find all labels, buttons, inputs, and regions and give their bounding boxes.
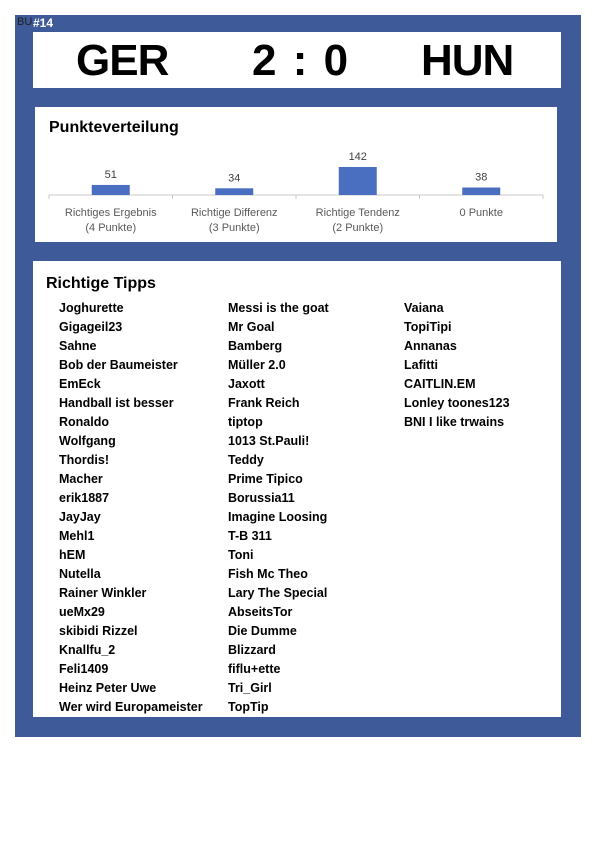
tip-name: Rainer Winkler <box>59 586 147 600</box>
tip-name: Wer wird Europameister <box>59 700 203 714</box>
tip-name: Thordis! <box>59 453 109 467</box>
away-team: HUN <box>421 36 514 85</box>
category-label: Richtiges Ergebnis <box>64 207 157 219</box>
tip-name: BNI I like trwains <box>404 415 505 429</box>
tip-name: Bamberg <box>228 339 283 353</box>
tip-name: Wolfgang <box>59 434 116 448</box>
tip-name: ueMx29 <box>59 605 105 619</box>
tip-name: Lonley toones123 <box>404 396 510 410</box>
tip-name: TopiTipi <box>404 320 452 334</box>
tip-name: Mehl1 <box>59 529 95 543</box>
category-label: Richtige Differenz <box>190 207 278 219</box>
chart-title: Punkteverteilung <box>49 119 179 136</box>
tip-name: Teddy <box>228 453 264 467</box>
tip-name: CAITLIN.EM <box>404 377 476 391</box>
points-chart-panel <box>35 107 557 242</box>
category-label: Richtige Tendenz <box>315 207 400 219</box>
tip-name: Knallfu_2 <box>59 643 116 657</box>
tip-name: hEM <box>59 548 86 562</box>
tip-name: Mr Goal <box>228 320 275 334</box>
tips-column-3 <box>404 299 554 432</box>
tip-name: Vaiana <box>404 301 444 315</box>
chart-bar <box>339 167 377 195</box>
tip-name: Prime Tipico <box>228 472 303 486</box>
data-label: 142 <box>348 151 367 163</box>
tip-name: 1013 St.Pauli! <box>228 434 310 448</box>
tips-column-2 <box>228 299 388 717</box>
tip-name: Macher <box>59 472 103 486</box>
match-id: #14 <box>33 16 54 30</box>
data-label: 51 <box>104 168 117 181</box>
tip-name: Toni <box>228 548 254 562</box>
tip-name: Die Dumme <box>228 624 297 638</box>
chart-bar <box>92 185 130 195</box>
tip-name: Heinz Peter Uwe <box>59 681 157 695</box>
tip-name: Sahne <box>59 339 97 353</box>
home-team: GER <box>76 36 169 85</box>
tip-name: fiflu+ette <box>228 662 281 676</box>
tip-name: AbseitsTor <box>228 605 293 619</box>
tip-name: Ronaldo <box>59 415 109 429</box>
correct-tips-panel <box>33 261 561 717</box>
tip-name: Müller 2.0 <box>228 358 286 372</box>
data-label: 38 <box>475 171 488 184</box>
tip-name: Lafitti <box>404 358 439 372</box>
score: 2 : 0 <box>252 36 351 85</box>
tip-name: Frank Reich <box>228 396 300 410</box>
points-chart <box>35 107 557 242</box>
tip-name: Feli1409 <box>59 662 109 676</box>
tips-title: Richtige Tipps <box>46 275 156 292</box>
tip-name: Joghurette <box>59 301 124 315</box>
tip-name: Fish Mc Theo <box>228 567 308 581</box>
tip-name: erik1887 <box>59 491 110 505</box>
category-label: (2 Punkte) <box>332 222 384 234</box>
tips-column-1 <box>59 299 209 717</box>
category-label: (3 Punkte) <box>208 222 260 234</box>
category-label: (4 Punkte) <box>85 222 137 234</box>
tip-name: Imagine Loosing <box>228 510 328 524</box>
category-label: 0 Punkte <box>459 207 503 219</box>
tip-name: skibidi Rizzel <box>59 624 138 638</box>
tip-name: Nutella <box>59 567 101 581</box>
tip-name: Handball ist besser <box>59 396 174 410</box>
tip-name: Jaxott <box>228 377 265 391</box>
tip-name: Blizzard <box>228 643 276 657</box>
corner-label: BU <box>17 16 33 28</box>
tip-name: JayJay <box>59 510 101 524</box>
tip-name: Lary The Special <box>228 586 328 600</box>
tip-name: Borussia11 <box>228 491 295 505</box>
tip-name: tiptop <box>228 415 263 429</box>
chart-bar <box>215 188 253 195</box>
scoreboard <box>33 32 561 88</box>
tip-name: Bob der Baumeister <box>59 358 178 372</box>
data-label: 34 <box>228 172 241 185</box>
tip-name: EmEck <box>59 377 101 391</box>
tip-name: Tri_Girl <box>228 681 272 695</box>
tip-name: T-B 311 <box>228 529 272 543</box>
tip-name: TopTip <box>228 700 269 714</box>
tip-name: Messi is the goat <box>228 301 329 315</box>
tip-name: Annanas <box>404 339 457 353</box>
tip-name: Gigageil23 <box>59 320 123 334</box>
chart-bar <box>462 188 500 195</box>
